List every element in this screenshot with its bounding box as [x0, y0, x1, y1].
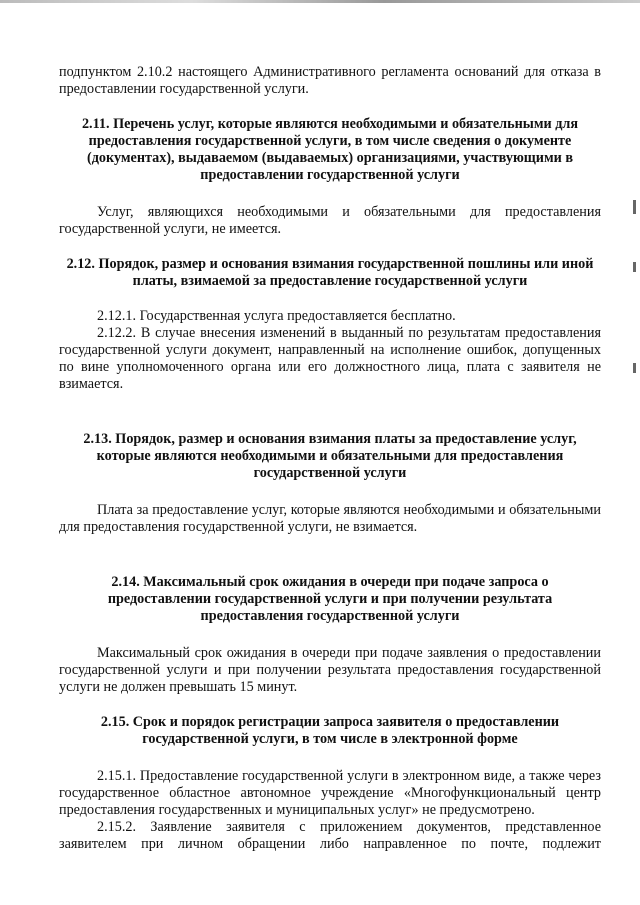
section-2-15-2-paragraph: 2.15.2. Заявление заявителя с приложением документов, представленное заявителем при личном обращении либо направленное по почте, подлежит [59, 819, 601, 852]
section-2-12-heading: 2.12. Порядок, размер и основания взимания государственной пошлины или иной платы, взимаемой за предоставление государственной услуги [66, 256, 594, 289]
section-2-15-1-paragraph: 2.15.1. Предоставление государственной услуги в электронном виде, а также через государственное областное автономное учреждение «Многофункциональный центр предоставления государственных и муниципальных услуг» не предусмотрено. [59, 768, 601, 818]
section-2-14-heading: 2.14. Максимальный срок ожидания в очереди при подаче запроса о предоставлении государственной услуги и при получении результата предоставления государственной услуги [107, 574, 553, 624]
section-2-15-heading: 2.15. Срок и порядок регистрации запроса заявителя о предоставлении государственной услуги, в том числе в электронной форме [100, 714, 560, 747]
document-page [59, 64, 601, 853]
scan-edge-top [0, 0, 640, 3]
section-2-11-heading: 2.11. Перечень услуг, которые являются необходимыми и обязательными для предоставления государственной услуги, в том числе сведения о документе (документах), выдаваемом (выдаваемых) организациями, участвующими в предоставлении государственной услуги [81, 116, 579, 183]
section-2-14-paragraph: Максимальный срок ожидания в очереди при подаче заявления о предоставлении государственной услуги и при получении результата предоставления государственной услуги не должен превышать 15 минут. [59, 645, 601, 695]
section-2-12-2-paragraph: 2.12.2. В случае внесения изменений в выданный по результатам предоставления государственной услуги документ, направленный на исполнение ошибок, допущенных по вине уполномоченного органа или его должностного лица, плата с заявителя не взимается. [59, 325, 601, 392]
section-2-13-heading: 2.13. Порядок, размер и основания взимания платы за предоставление услуг, которые являются необходимыми и обязательными для предоставления государственной услуги [83, 431, 577, 481]
section-2-13-paragraph: Плата за предоставление услуг, которые являются необходимыми и обязательными для предоставления государственной услуги, не взимается. [59, 502, 601, 535]
scan-edge-mark [633, 363, 636, 373]
continuation-paragraph: подпунктом 2.10.2 настоящего Административного регламента оснований для отказа в предоставлении государственной услуги. [59, 64, 601, 97]
scan-edge-mark [633, 200, 636, 214]
scan-edge-mark [633, 262, 636, 272]
section-2-12-1-paragraph: 2.12.1. Государственная услуга предоставляется бесплатно. [97, 308, 456, 324]
section-2-11-paragraph: Услуг, являющихся необходимыми и обязательными для предоставления государственной услуги, не имеется. [59, 204, 601, 237]
